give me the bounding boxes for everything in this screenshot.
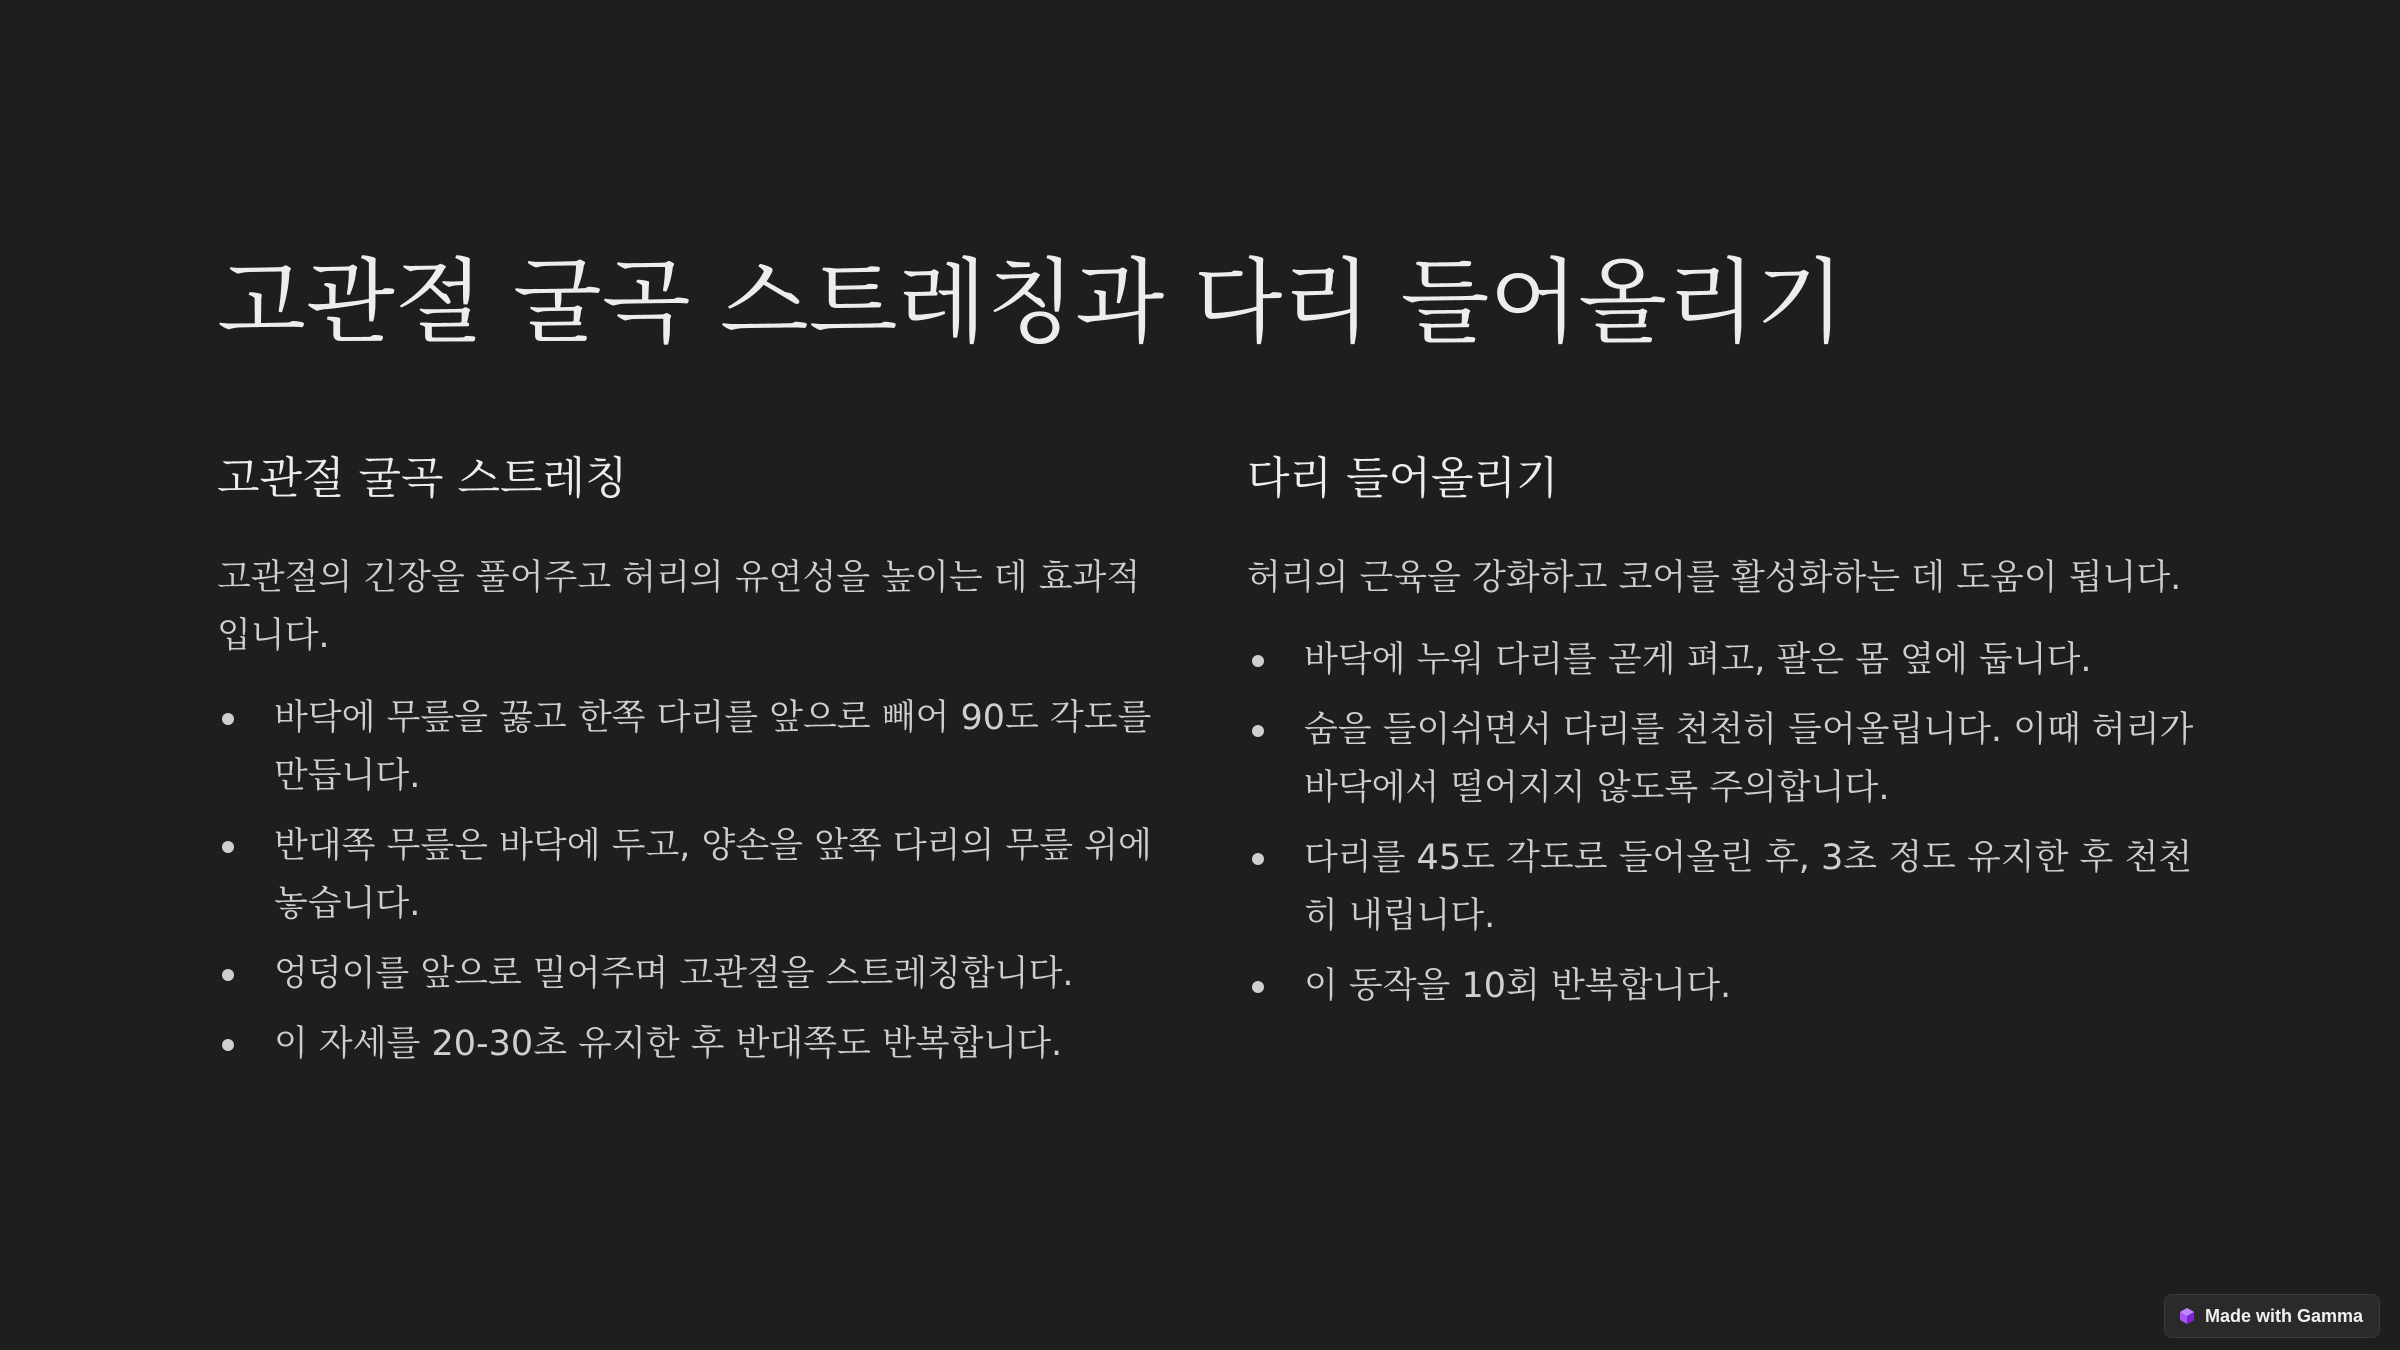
- left-bullet-list: [217, 689, 1157, 1073]
- bullet-dot-icon: [222, 713, 234, 725]
- list-item: [217, 689, 1157, 805]
- bullet-dot-icon: [222, 841, 234, 853]
- right-bullet-list: [1247, 631, 2207, 1015]
- gamma-logo-icon: [2179, 1307, 2195, 1325]
- made-with-gamma-badge[interactable]: [2164, 1294, 2380, 1338]
- left-column: [217, 450, 1157, 1085]
- right-column-heading: 다리 들어올리기: [1247, 453, 1559, 504]
- right-column-lead: 허리의 근육을 강화하고 코어를 활성화하는 데 도움이 됩니다.: [1247, 558, 2182, 599]
- bullet-dot-icon: [222, 969, 234, 981]
- list-item-text: 반대쪽 무릎은 바닥에 두고, 양손을 앞쪽 다리의 무릎 위에 놓습니다.: [274, 826, 1152, 925]
- bullet-dot-icon: [222, 1039, 234, 1051]
- list-item-text: 다리를 45도 각도로 들어올린 후, 3초 정도 유지한 후 천천히 내립니다.: [1304, 838, 2193, 937]
- list-item: [1247, 829, 2207, 945]
- list-item-text: 엉덩이를 앞으로 밀어주며 고관절을 스트레칭합니다.: [274, 954, 1074, 995]
- slide-title: 고관절 굴곡 스트레칭과 다리 들어올리기: [217, 249, 1845, 356]
- bullet-dot-icon: [1252, 981, 1264, 993]
- list-item-text: 이 동작을 10회 반복합니다.: [1304, 966, 1732, 1007]
- list-item: [217, 945, 1157, 1003]
- left-column-heading: 고관절 굴곡 스트레칭: [217, 453, 628, 504]
- bullet-dot-icon: [1252, 655, 1264, 667]
- list-item: [1247, 701, 2207, 817]
- list-item: [217, 1015, 1157, 1073]
- list-item: [1247, 957, 2207, 1015]
- bullet-dot-icon: [1252, 725, 1264, 737]
- list-item-text: 숨을 들이쉬면서 다리를 천천히 들어올립니다. 이때 허리가 바닥에서 떨어지지 않도록 주의합니다.: [1304, 710, 2194, 809]
- left-column-lead: 고관절의 긴장을 풀어주고 허리의 유연성을 높이는 데 효과적입니다.: [217, 558, 1141, 657]
- bullet-dot-icon: [1252, 853, 1264, 865]
- right-column: [1247, 450, 2207, 1027]
- list-item-text: 바닥에 무릎을 꿇고 한쪽 다리를 앞으로 빼어 90도 각도를 만듭니다.: [274, 698, 1152, 797]
- badge-label: Made with Gamma: [2204, 1305, 2363, 1326]
- list-item-text: 이 자세를 20-30초 유지한 후 반대쪽도 반복합니다.: [274, 1024, 1063, 1065]
- list-item-text: 바닥에 누워 다리를 곧게 펴고, 팔은 몸 옆에 둡니다.: [1304, 640, 2092, 681]
- list-item: [217, 817, 1157, 933]
- list-item: [1247, 631, 2207, 689]
